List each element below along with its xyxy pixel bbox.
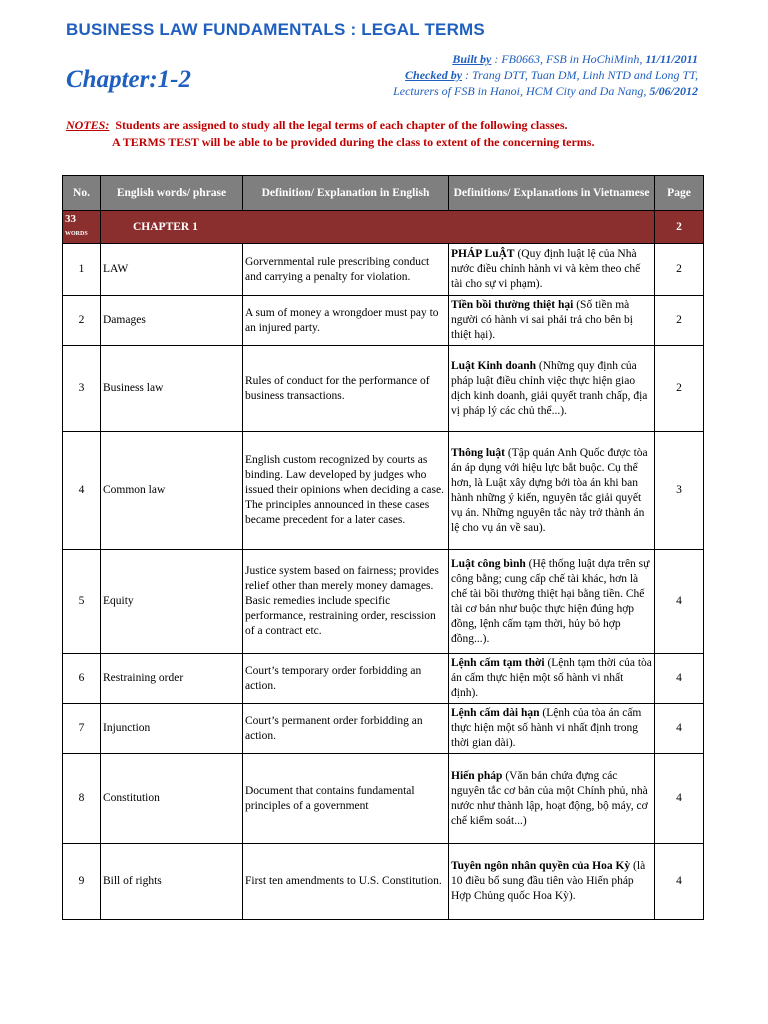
vietnamese-term: Hiến pháp: [451, 769, 503, 782]
legal-terms-table: [62, 175, 704, 920]
vietnamese-term: PHÁP LuẬT: [451, 248, 515, 260]
checked-by-label: Checked by: [405, 68, 463, 82]
term-definition-english: Rules of conduct for the performance of business transactions.: [243, 346, 449, 432]
term-number: 6: [63, 654, 101, 704]
built-date: 11/11/2011: [645, 52, 698, 66]
term-page: 2: [655, 244, 704, 296]
table-row: [63, 296, 704, 346]
vietnamese-term: Thông luật: [451, 446, 506, 459]
term-number: 1: [63, 244, 101, 296]
term-definition-vietnamese: [449, 244, 655, 296]
term-definition-english: English custom recognized by courts as binding. Law developed by judges who issued their opinions when deciding a case. The principles announced in these cases became precedent for a later cases.: [243, 432, 449, 550]
table-row: [63, 754, 704, 844]
term-definition-vietnamese: [449, 296, 655, 346]
term-number: 5: [63, 550, 101, 654]
term-english: Business law: [101, 346, 243, 432]
table-row: [63, 704, 704, 754]
vietnamese-term: Luật công bình: [451, 557, 526, 570]
document-title: BUSINESS LAW FUNDAMENTALS : LEGAL TERMS: [66, 20, 485, 39]
checked-by-text: : Trang DTT, Tuan DM, Linh NTD and Long TT,: [465, 68, 698, 82]
chapter-label: CHAPTER 1: [101, 211, 655, 244]
term-page: 4: [655, 654, 704, 704]
term-number: 4: [63, 432, 101, 550]
header-vietnamese: Definitions/ Explanations in Vietnamese: [449, 176, 655, 211]
vietnamese-explanation: (Hệ thống luật dựa trên sự công bằng; cung cấp chế tài khác, hơn là chế tài bồi thường thiệt hại bằng tiền. Chế tài cơ bản như buộc thực hiện đúng hợp đồng, lệnh cấm tạm thời, hủy bỏ hợp đồng...).: [451, 557, 650, 645]
term-page: 2: [655, 346, 704, 432]
chapter-row: [63, 211, 704, 244]
table-header-row: [63, 176, 704, 211]
term-definition-english: Court’s permanent order forbidding an action.: [243, 704, 449, 754]
term-definition-english: Justice system based on fairness; provides relief other than merely money damages. Basic remedies include specific performance, restraining order, rescission of a contract etc.: [243, 550, 449, 654]
term-definition-vietnamese: [449, 654, 655, 704]
term-english: Bill of rights: [101, 844, 243, 920]
vietnamese-term: Luật Kinh doanh: [451, 359, 537, 372]
built-by-label: Built by: [452, 52, 492, 66]
lecturers-text: Lecturers of FSB in Hanoi, HCM City and Da Nang,: [393, 84, 647, 98]
notes-block: [66, 117, 594, 151]
vietnamese-explanation: (Tập quán Anh Quốc được tòa án áp dụng với hiệu lực bắt buộc. Cụ thể hơn, là Luật xây dựng bởi tòa án khi ban hành những ý kiến, nguyên tắc giải quyết vụ án. Những nguyên tắc này trở thành án lệ cho vụ án về sau).: [451, 446, 648, 534]
term-number: 2: [63, 296, 101, 346]
table-row: [63, 654, 704, 704]
table-row: [63, 346, 704, 432]
vietnamese-explanation: (là 10 điều bổ sung đầu tiên vào Hiến pháp Hợp Chủng quốc Hoa Kỳ).: [451, 860, 646, 902]
vietnamese-explanation: (Những quy định của pháp luật điều chỉnh việc thực hiện giao dịch kinh doanh, giải quyết tranh chấp, địa vị pháp lý các chủ thể...).: [451, 359, 648, 417]
header-english: English words/ phrase: [101, 176, 243, 211]
term-definition-vietnamese: [449, 704, 655, 754]
vietnamese-explanation: (Văn bản chứa đựng các nguyên tắc cơ bản của một Chính phủ, nhà nước như thành lập, hoạt động, bộ máy, cơ chế kiểm soát...): [451, 769, 648, 827]
term-number: 9: [63, 844, 101, 920]
chapter-word-count: [63, 211, 101, 244]
term-page: 4: [655, 844, 704, 920]
notes-label: NOTES:: [66, 118, 110, 132]
term-definition-english: Gorvernmental rule prescribing conduct and carrying a penalty for violation.: [243, 244, 449, 296]
term-number: 3: [63, 346, 101, 432]
term-definition-vietnamese: [449, 432, 655, 550]
vietnamese-explanation: (Lệnh của tòa án cấm thực hiện một số hành vi nhất định trong thời gian dài).: [451, 707, 642, 749]
term-english: Equity: [101, 550, 243, 654]
term-page: 4: [655, 704, 704, 754]
chapter-page: 2: [655, 211, 704, 244]
chapter-count-unit: WORDS: [65, 231, 88, 237]
header-definition: Definition/ Explanation in English: [243, 176, 449, 211]
table-row: [63, 432, 704, 550]
term-page: 4: [655, 754, 704, 844]
term-definition-vietnamese: [449, 550, 655, 654]
credits-block: [393, 51, 698, 99]
term-definition-english: Court’s temporary order forbidding an action.: [243, 654, 449, 704]
term-definition-english: First ten amendments to U.S. Constitution.: [243, 844, 449, 920]
term-number: 8: [63, 754, 101, 844]
term-definition-vietnamese: [449, 754, 655, 844]
table-row: [63, 550, 704, 654]
vietnamese-explanation: (Lệnh tạm thời của tòa án cấm thực hiện một số hành vi nhất định).: [451, 657, 652, 699]
vietnamese-term: Lệnh cấm tạm thời: [451, 657, 545, 669]
vietnamese-explanation: (Quy định luật lệ của Nhà nước điều chỉnh hành vi và kèm theo chế tài cho sự vi phạm).: [451, 248, 641, 290]
term-number: 7: [63, 704, 101, 754]
header-no: No.: [63, 176, 101, 211]
term-definition-vietnamese: [449, 346, 655, 432]
notes-line-1: Students are assigned to study all the legal terms of each chapter of the following classes.: [115, 118, 568, 132]
term-page: 3: [655, 432, 704, 550]
term-english: Injunction: [101, 704, 243, 754]
table-row: [63, 244, 704, 296]
term-page: 2: [655, 296, 704, 346]
header-page: Page: [655, 176, 704, 211]
vietnamese-term: Tiền bồi thường thiệt hại: [451, 299, 574, 311]
term-definition-english: Document that contains fundamental principles of a government: [243, 754, 449, 844]
notes-line-2: A TERMS TEST will be able to be provided during the class to extent of the concerning terms.: [112, 135, 595, 149]
term-definition-vietnamese: [449, 844, 655, 920]
term-english: Damages: [101, 296, 243, 346]
checked-date: 5/06/2012: [649, 84, 698, 98]
vietnamese-term: Lệnh cấm dài hạn: [451, 707, 540, 719]
term-english: Restraining order: [101, 654, 243, 704]
vietnamese-term: Tuyên ngôn nhân quyền của Hoa Kỳ: [451, 860, 631, 872]
term-page: 4: [655, 550, 704, 654]
term-definition-english: A sum of money a wrongdoer must pay to an injured party.: [243, 296, 449, 346]
term-english: LAW: [101, 244, 243, 296]
term-english: Constitution: [101, 754, 243, 844]
vietnamese-explanation: (Số tiền mà người có hành vi sai phải trả cho bên bị thiệt hại).: [451, 299, 633, 341]
term-english: Common law: [101, 432, 243, 550]
chapter-count-value: 33: [65, 213, 76, 225]
built-by-text: : FB0663, FSB in HoChiMinh,: [494, 52, 643, 66]
table-row: [63, 844, 704, 920]
chapter-heading: Chapter:1-2: [66, 66, 191, 93]
